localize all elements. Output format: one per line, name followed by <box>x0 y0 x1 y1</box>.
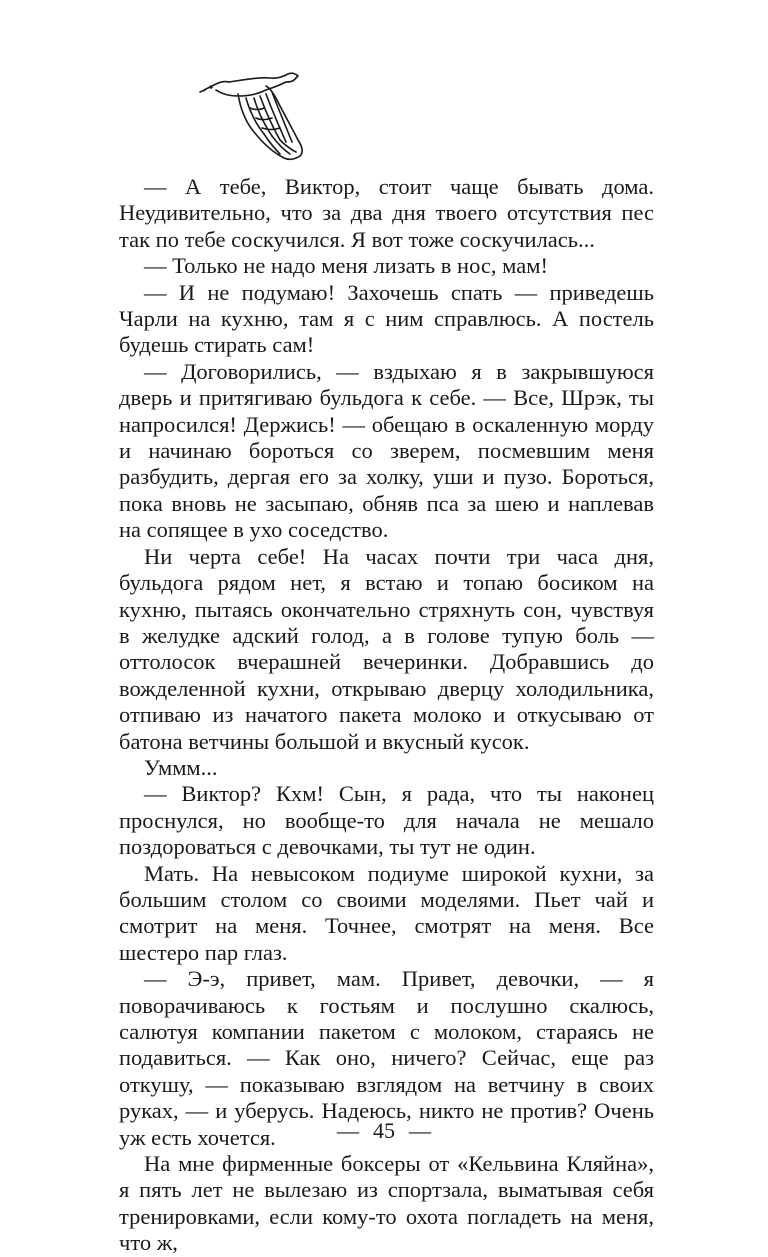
footer-dash-left: — <box>337 1118 359 1143</box>
page-number: 45 <box>373 1118 395 1143</box>
body-text <box>119 174 654 1257</box>
paragraph: На мне фирменные боксеры от «Кельвина Кляйна», я пять лет не вылезаю из спортзала, выматывая себя тренировками, если кому-то охота погладеть на меня, что ж, <box>119 1151 654 1256</box>
paragraph: — Виктор? Кхм! Сын, я рада, что ты наконец проснулся, но вообще-то для начала не мешало поздороваться с девочками, ты тут не один. <box>119 781 654 860</box>
paragraph: — Договорились, — вздыхаю я в закрывшуюся дверь и притягиваю бульдога к себе. — Все, Шрэк, ты напросился! Держись! — обещаю в оскаленную морду и начинаю бороться со зверем, посмевшим меня разбудить, дергая его за холку, уши и пузо. Бороться, пока вновь не засыпаю, обняв пса за шею и наплевав на сопящее в ухо соседство. <box>119 358 654 543</box>
paragraph: — Э-э, привет, мам. Привет, девочки, — я поворачиваюсь к гостьям и послушно скалюсь, салютуя компании пакетом с молоком, стараясь не подавиться. — Как оно, ничего? Сейчас, еще раз откушу, — показываю взглядом на ветчину в своих руках, — и уберусь. Надеюсь, никто не против? Очень уж есть хочется. <box>119 966 654 1150</box>
paragraph: Ни черта себе! На часах почти три часа дня, бульдога рядом нет, я встаю и топаю босиком на кухню, пытаясь окончательно стряхнуть сон, чувствуя в желудке адский голод, а в голове тупую боль — оттолосок вчерашней вечеринки. Добравшись до вожделенной кухни, открываю дверцу холодильника, отпиваю из начатого пакета молоко и откусываю от батона ветчины большой и вкусный кусок. <box>119 543 654 754</box>
page-footer <box>0 1118 768 1144</box>
footer-dash-right: — <box>409 1118 431 1143</box>
paragraph: — А тебе, Виктор, стоит чаще бывать дома. Неудивительно, что за два дня твоего отсутствия пес так по тебе соскучился. Я вот тоже соскучилась... <box>119 174 654 252</box>
paragraph: Мать. На невысоком подиуме широкой кухни, за большим столом со своими моделями. Пьет чай и смотрит на меня. Точнее, смотрят на меня. Все шестеро пар глаз. <box>119 860 654 965</box>
paragraph: — Только не надо меня лизать в нос, мам! <box>144 253 548 279</box>
paragraph: — И не подумаю! Захочешь спать — приведешь Чарли на кухню, там я с ним справлюсь. А постель будешь стирать сам! <box>119 279 654 358</box>
paragraph: Уммм... <box>144 754 218 780</box>
dove-icon <box>198 68 314 164</box>
